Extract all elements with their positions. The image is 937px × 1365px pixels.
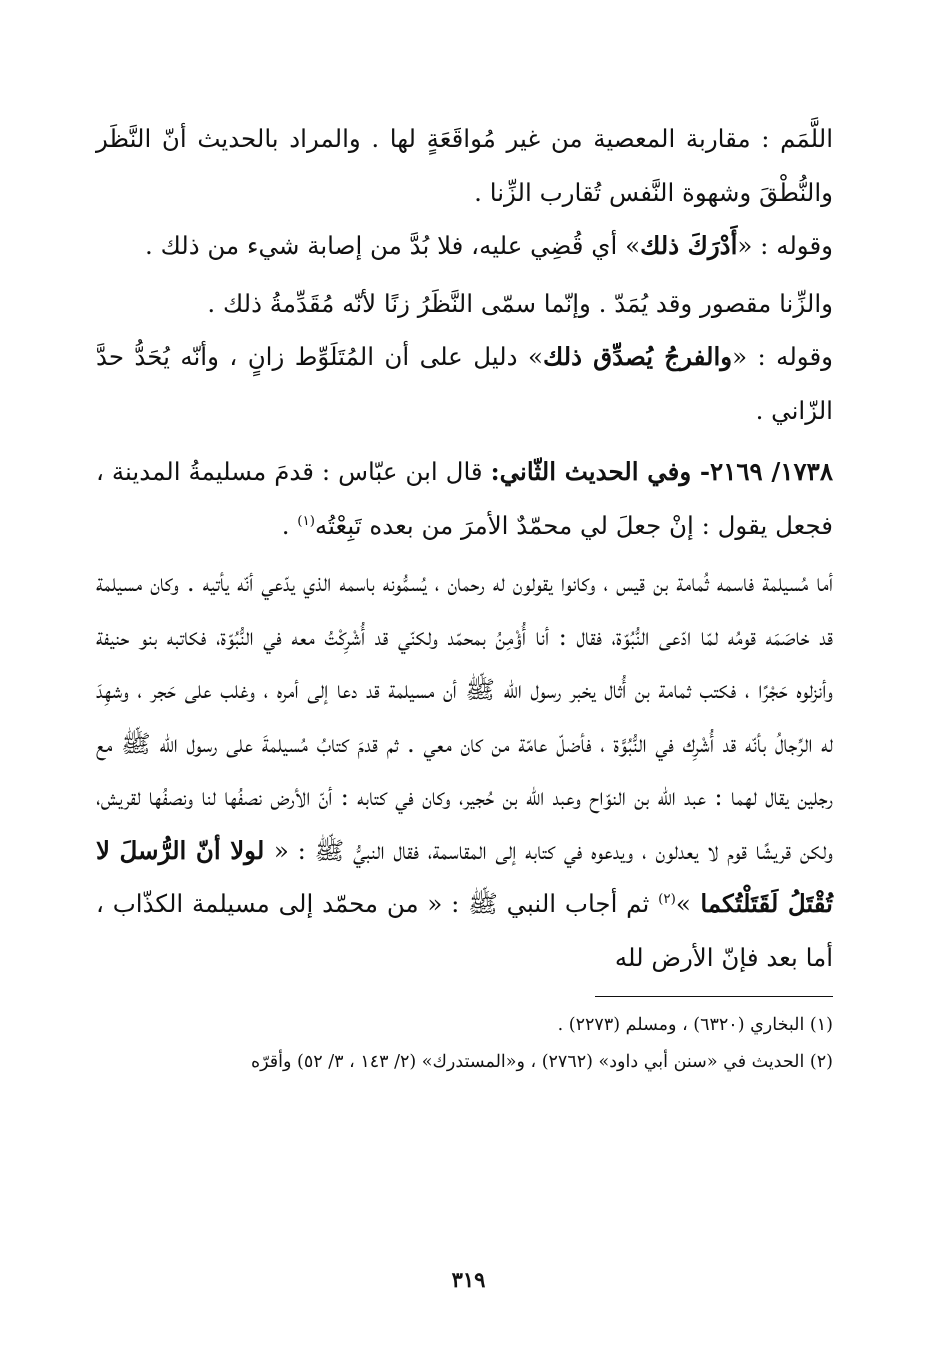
hadith-text-end: . [281, 510, 298, 540]
paragraph-farj [96, 330, 833, 437]
paragraph-adraka [96, 219, 833, 273]
footnote-2: (٢) الحديث في «سنن أبي داود» (٢٧٦٢) ، و«المستدرك» (٢/ ١٤٣ ، ٣/ ٥٢) وأقرّه [250, 1052, 833, 1072]
quoted-phrase-adraka: أَدْرَكَ ذلك [640, 231, 738, 260]
footnote-1: (١) البخاري (٦٣٢٠) ، ومسلم (٢٢٧٣) . [557, 1015, 833, 1035]
paragraph-musaylima-end: ثم أجاب النبي ﷺ : « من محمّد إلى مسيلمة الكذّاب ، أما بعد فإنّ الأرض لله [96, 889, 833, 972]
paragraph-zina [96, 277, 833, 331]
paragraph-musaylima-text: أما مُسيلمة فاسمه ثُمامة بن قيس ، وكانوا يقولون له رحمان ، يُسمُّونه باسمه الذي يدّعي أنّه يأتيه . وكان مسيلمة قد خاصَمَه قومُه لمّا ادّعى النُّبُوّة، فقال : أنا أُؤْمِنُ بمحمّد ولكنّي قد أُشْرِكْتُ معه في النُّبُوّة، فكاتبه بنو حنيفة وأنزلوه حَجْرًا ، فكتب ثمامة بن أُثال يخبر رسول الله ﷺ أن مسيلمة قد دعا إلى أمره ، وغلب على حَجر ، وشهِدَ له الرِّجالُ بأنّه قد أُشْرِك في النُّبُوَّة ، فأضلّ عامّة من كان معي . ثم قدمَ كتابُ مُسيلمةَ على رسول الله ﷺ مع رجلين يقال لهما : عبد الله بن النوّاح وعبد الله بن حُجير، وكان في كتابه : أنّ الأرض نصفُها لنا ونصفُها لقريش، ولكن قريشًا قوم لا يعدلون ، ويدعوه في كتابه إلى المقاسمة، فقال النبيُّ ﷺ : « [96, 568, 833, 865]
quoted-phrase-farj: والفرجُ يُصدِّق ذلك [542, 342, 733, 371]
paragraph-farj-lead: وقوله : « [732, 342, 833, 371]
paragraph-zina-text: والزِّنا مقصور وقد يُمَدّ . وإنّما سمّى النَّظَرُ زنًا لأنّه مُقَدِّمةُ ذلك . [207, 288, 833, 318]
paragraph-adraka-lead: وقوله : « [737, 231, 833, 260]
footnotes [96, 1007, 833, 1081]
prophet-quote-close: » [675, 889, 691, 918]
hadith-heading-paragraph [96, 445, 833, 552]
prophet-quote: لولا أنّ الرُّسلَ لا تُقْتَلُ لَقَتَلْتُكما [96, 835, 834, 918]
hadith-number-heading: ١٧٣٨/ ٢١٦٩- وفي الحديث الثّاني: [490, 457, 833, 486]
page-number: ٣١٩ [451, 1267, 486, 1292]
paragraph-lamam [96, 112, 833, 219]
footnote-divider [595, 996, 833, 997]
main-text [96, 112, 833, 984]
footnote-ref-1: (١) [297, 512, 316, 529]
paragraph-adraka-rest: » أي قُضِي عليه، فلا بُدَّ من إصابة شيء من ذلك . [145, 231, 641, 260]
paragraph-farj-rest: » دليل على أن المُتَلَوِّط زانٍ ، وأنّه يُحَدُّ حدَّ الزّاني . [96, 342, 833, 425]
hadith-text: قال ابن عبّاس : قدمَ مسليمةُ المدينة ، فجعل يقول : إنْ جعلَ لي محمّدٌ الأمرَ من بعده تَبِعْتُه [96, 457, 833, 540]
paragraph-lamam-text: اللَّمَم : مقاربة المعصية من غير مُواقَعَةٍ لها . والمراد بالحديث أنّ النَّظَر والنُّطْقَ وشهوة النَّفس تُقارب الزِّنا . [96, 124, 833, 207]
footnote-ref-2: (٢) [658, 890, 676, 907]
paragraph-musaylima [96, 556, 833, 984]
